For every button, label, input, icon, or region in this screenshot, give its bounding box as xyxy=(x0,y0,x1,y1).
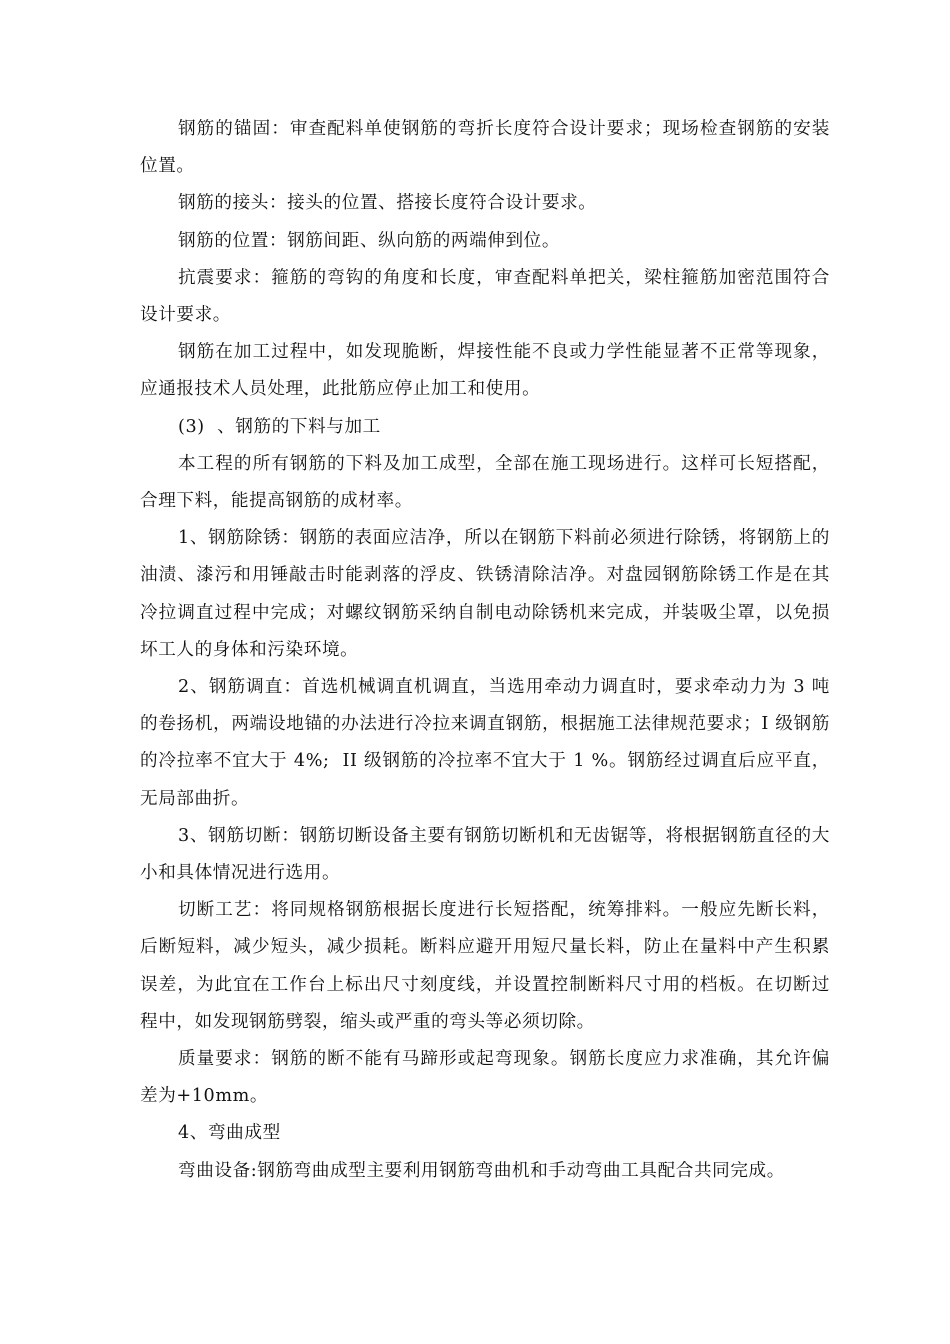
paragraph-straightening: 2、钢筋调直：首选机械调直机调直，当选用牵动力调直时，要求牵动力为 3 吨的卷扬机，两端设地锚的办法进行冷拉来调直钢筋，根据施工法律规范要求；I 级钢筋的冷拉率不宜大于 4%; II 级钢筋的冷拉率不宜大于 1 %。钢筋经过调直后应平直，无局部曲折。 xyxy=(140,677,830,809)
paragraph-bending-equipment: 弯曲设备:钢筋弯曲成型主要利用钢筋弯曲机和手动弯曲工具配合共同完成。 xyxy=(178,1160,785,1181)
paragraph-cutting: 3、钢筋切断：钢筋切断设备主要有钢筋切断机和无齿锯等，将根据钢筋直径的大小和具体情况进行选用。 xyxy=(140,825,830,884)
paragraph-rebar-joint: 钢筋的接头：接头的位置、搭接长度符合设计要求。 xyxy=(178,193,597,214)
paragraph-rebar-position: 钢筋的位置：钢筋间距、纵向筋的两端伸到位。 xyxy=(178,230,561,251)
paragraph-onsite-processing: 本工程的所有钢筋的下料及加工成型，全部在施工现场进行。这样可长短搭配，合理下料，能提高钢筋的成材率。 xyxy=(140,453,830,512)
document-body xyxy=(140,111,830,1190)
paragraph-quality-requirements: 质量要求：钢筋的断不能有马蹄形或起弯现象。钢筋长度应力求准确，其允许偏差为+10mm。 xyxy=(140,1049,830,1107)
paragraph-cutting-process: 切断工艺：将同规格钢筋根据长度进行长短搭配，统筹排料。一般应先断长料，后断短料，减少短头，减少损耗。断料应避开用短尺量长料，防止在量料中产生积累误差，为此宜在工作台上标出尺寸刻度线，并设置控制断料尺寸用的档板。在切断过程中，如发现钢筋劈裂，缩头或严重的弯头等必须切除。 xyxy=(140,900,830,1032)
section-heading-bending: 4、弯曲成型 xyxy=(178,1123,281,1144)
paragraph-seismic-requirements: 抗震要求：箍筋的弯钩的角度和长度，审查配料单把关，梁柱箍筋加密范围符合设计要求。 xyxy=(140,267,830,326)
paragraph-rust-removal: 1、钢筋除锈：钢筋的表面应洁净，所以在钢筋下料前必须进行除锈，将钢筋上的油渍、漆污和用锤敲击时能剥落的浮皮、铁锈清除洁净。对盘园钢筋除锈工作是在其冷拉调直过程中完成；对螺纹钢筋采纳自制电动除锈机来完成，并装吸尘罩，以免损坏工人的身体和污染环境。 xyxy=(140,528,830,660)
paragraph-processing-defects: 钢筋在加工过程中，如发现脆断，焊接性能不良或力学性能显著不正常等现象，应通报技术人员处理，此批筋应停止加工和使用。 xyxy=(140,342,830,400)
paragraph-rebar-anchorage: 钢筋的锚固：审查配料单使钢筋的弯折长度符合设计要求；现场检查钢筋的安装位置。 xyxy=(140,119,830,177)
section-heading-cutting-and-processing: (3) 、钢筋的下料与加工 xyxy=(178,416,381,437)
